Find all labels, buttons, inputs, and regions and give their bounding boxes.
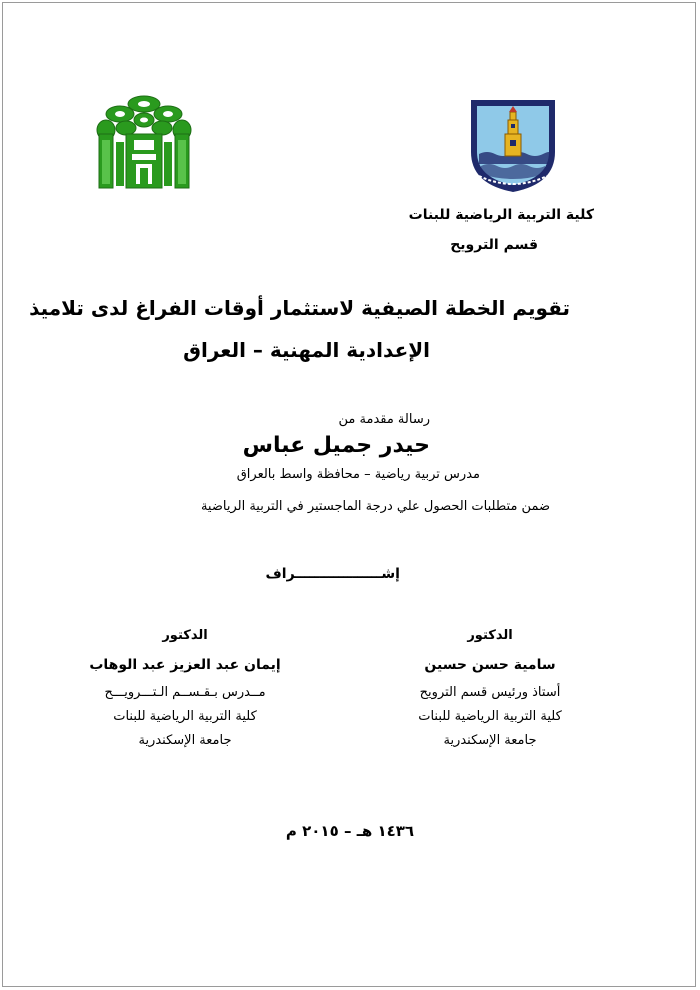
supervisor-2 [80,628,290,748]
author-job: مدرس تربية رياضية – محافظة واسط بالعراق [236,467,480,482]
supervisor-1-name: سامية حسن حسين [424,657,556,673]
supervisor-2-name: إيمان عبد العزيز عبد الوهاب [89,657,281,673]
supervisor-1-title: أستاذ ورئيس قسم الترويح [419,685,561,700]
thesis-title-line-2: الإعدادية المهنية – العراق [183,338,430,362]
thesis-date: ١٤٣٦ هـ – ٢٠١٥ م [285,822,415,840]
supervision-heading: إشــــــــــــــــــراف [265,566,400,582]
presented-by-label: رسالة مقدمة من [338,412,430,427]
supervisor-1-honorific: الدكتور [467,628,513,643]
supervisor-2-honorific: الدكتور [162,628,208,643]
supervisor-1 [380,628,600,748]
author-name: حيدر جميل عباس [242,433,430,458]
faculty-name: كلية التربية الرياضية للبنات [408,207,594,223]
supervisor-2-faculty: كلية التربية الرياضية للبنات [113,709,257,724]
supervisor-2-title: مــدرس بـقـســم الـتـــرويـــح [104,685,266,700]
university-emblem-green-icon [96,94,192,190]
thesis-purpose: ضمن متطلبات الحصول علي درجة الماجستير في التربية الرياضية [200,499,550,514]
alexandria-university-lighthouse-icon [465,94,561,194]
thesis-title-line-1: تقويم الخطة الصيفية لاستثمار أوقات الفراغ لدى تلاميذ [29,296,570,320]
supervisor-1-faculty: كلية التربية الرياضية للبنات [418,709,562,724]
supervisor-1-university: جامعة الإسكندرية [443,733,537,748]
supervisor-2-university: جامعة الإسكندرية [138,733,232,748]
department-name: قسم الترويح [450,237,538,253]
